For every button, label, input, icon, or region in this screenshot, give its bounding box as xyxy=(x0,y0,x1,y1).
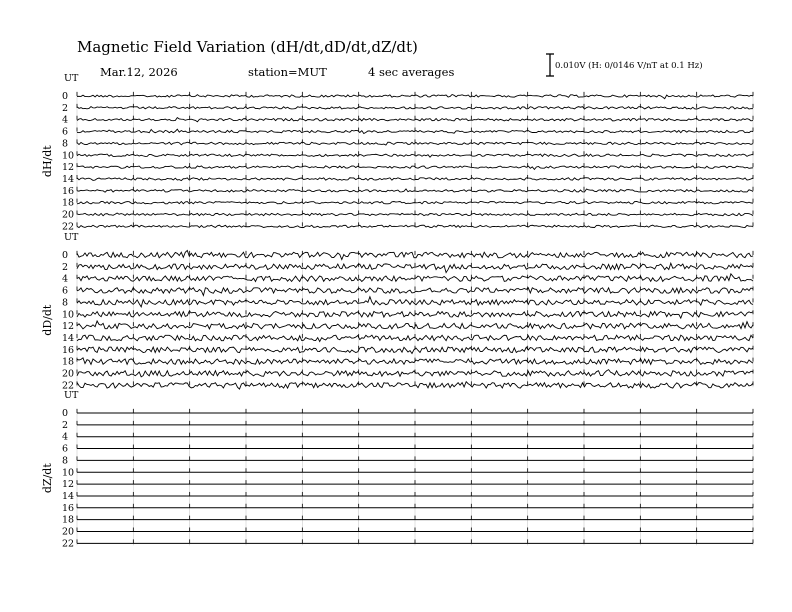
hour-label: 6 xyxy=(62,126,69,138)
hour-label: 10 xyxy=(62,309,75,321)
hour-label: 6 xyxy=(62,443,69,455)
hour-label: 8 xyxy=(62,455,69,467)
hour-label: 12 xyxy=(62,479,75,491)
hour-label: 0 xyxy=(62,408,69,419)
hour-label: 4 xyxy=(62,431,69,443)
scale-bar xyxy=(546,54,554,76)
panel-ylabel: dD/dt xyxy=(41,304,54,336)
hour-label: 20 xyxy=(62,368,75,380)
averaging-label: 4 sec averages xyxy=(368,65,455,79)
panel-dH-dt xyxy=(41,73,753,232)
panel-ylabel: dZ/dt xyxy=(41,463,54,494)
date-label: Mar.12, 2026 xyxy=(100,65,178,79)
scale-note: 0.010V (H: 0/0146 V/nT at 0.1 Hz) xyxy=(555,61,703,71)
hour-label: 4 xyxy=(62,273,69,285)
hour-label: 10 xyxy=(62,467,75,479)
hour-label: 16 xyxy=(62,502,75,514)
hour-label: 8 xyxy=(62,138,69,150)
hour-label: 20 xyxy=(62,526,75,538)
chart-title: Magnetic Field Variation (dH/dt,dD/dt,dZ/dt) xyxy=(77,38,418,56)
hour-label: 12 xyxy=(62,321,75,333)
hour-label: 2 xyxy=(62,102,69,114)
hour-label: 18 xyxy=(62,197,75,209)
hour-label: 14 xyxy=(62,490,75,502)
hour-label: 20 xyxy=(62,209,75,221)
station-label: station=MUT xyxy=(248,65,327,79)
hour-label: 2 xyxy=(62,419,69,431)
hour-label: 2 xyxy=(62,261,69,273)
hour-label: 12 xyxy=(62,162,75,174)
hour-label: 18 xyxy=(62,514,75,526)
ut-label: UT xyxy=(64,232,79,243)
hour-label: 14 xyxy=(62,173,75,185)
hour-label: 8 xyxy=(62,297,69,309)
hour-label: 22 xyxy=(62,380,75,392)
hour-label: 4 xyxy=(62,114,69,126)
hour-label: 18 xyxy=(62,356,75,368)
hour-label: 0 xyxy=(62,91,69,102)
hour-label: 22 xyxy=(62,221,75,233)
ut-label: UT xyxy=(64,390,79,401)
hour-label: 22 xyxy=(62,538,75,550)
hour-label: 16 xyxy=(62,185,75,197)
panel-dD-dt xyxy=(41,232,753,391)
hour-label: 14 xyxy=(62,332,75,344)
hour-label: 0 xyxy=(62,250,69,261)
hour-label: 16 xyxy=(62,344,75,356)
ut-label: UT xyxy=(64,73,79,84)
panel-dZ-dt xyxy=(41,390,753,549)
panel-ylabel: dH/dt xyxy=(41,145,54,178)
hour-label: 10 xyxy=(62,150,75,162)
hour-label: 6 xyxy=(62,285,69,297)
